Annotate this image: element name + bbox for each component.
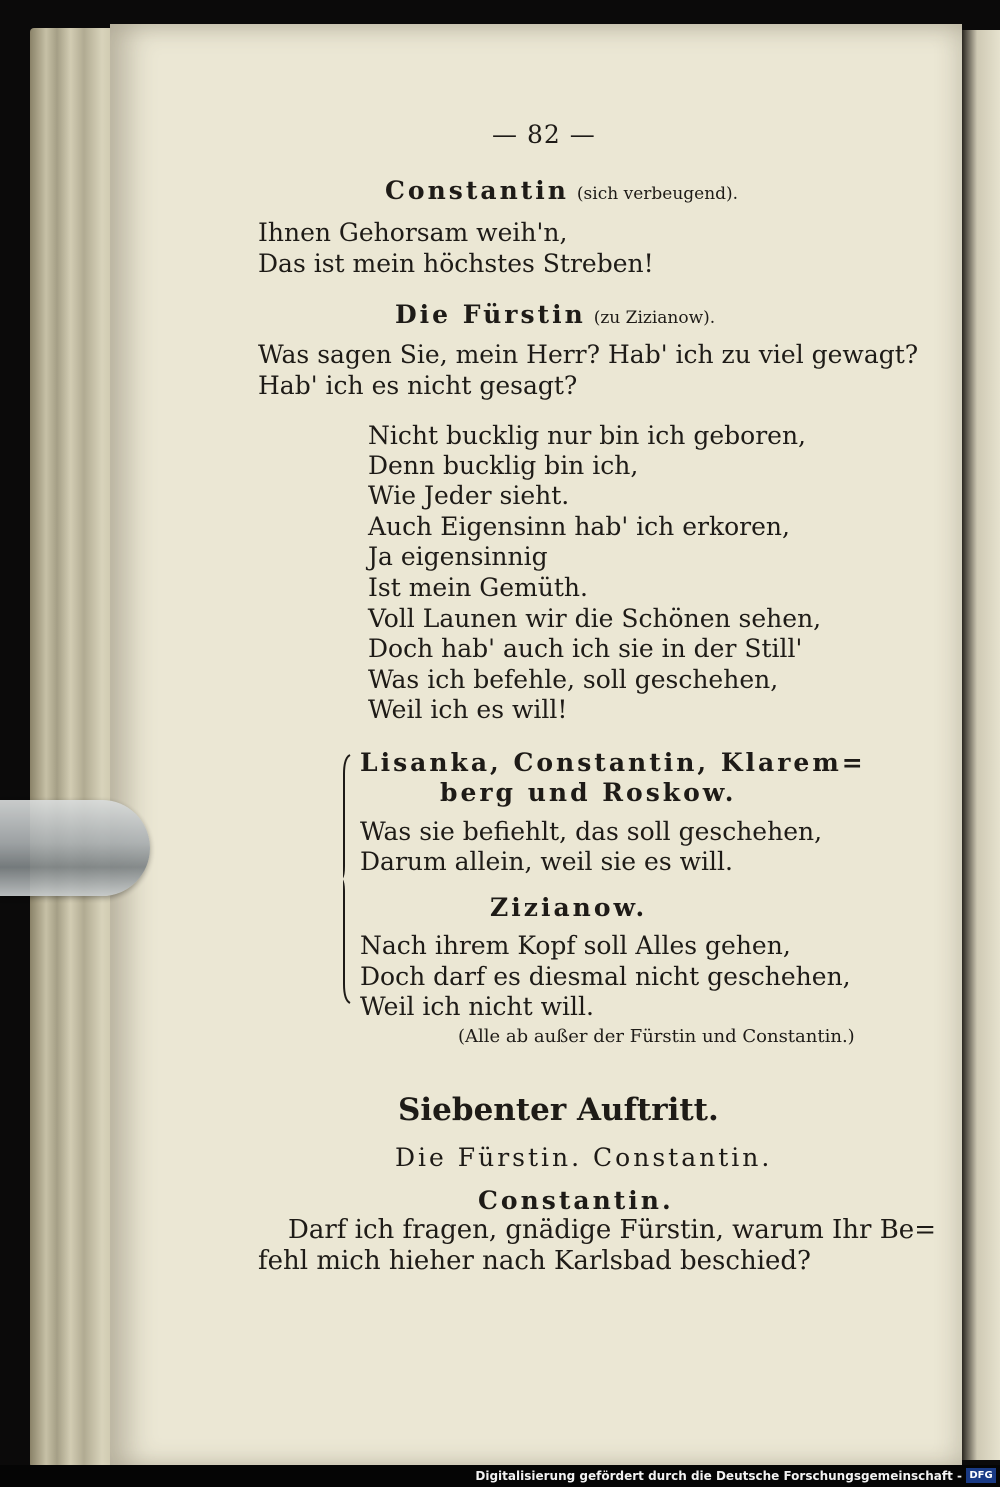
verse-line: Was sie befiehlt, das soll geschehen,	[360, 817, 823, 846]
verse-line: Nicht bucklig nur bin ich geboren,	[368, 421, 807, 450]
speaker-name: Lisanka, Constantin, Klarem=	[360, 748, 866, 777]
speaker-name: Constantin.	[478, 1186, 674, 1215]
stage-direction: (sich verbeugend).	[576, 184, 739, 204]
page-number: — 82 —	[492, 120, 596, 149]
verse-line: Das ist mein höchstes Streben!	[258, 249, 654, 278]
verse-line: Ja eigensinnig	[368, 542, 548, 571]
speaker-name: Zizianow.	[490, 893, 648, 922]
digitization-footer	[0, 1465, 1000, 1487]
speaker-name: Die Fürstin	[395, 300, 586, 329]
glass-page-weight	[0, 800, 150, 896]
verse-line: Auch Eigensinn hab' ich erkoren,	[368, 512, 790, 541]
stage-direction: (zu Zizianow).	[593, 308, 716, 328]
prose-line: Darf ich fragen, gnädige Fürstin, warum Ihr Be=	[288, 1215, 936, 1245]
dfg-logo: DFG	[966, 1468, 996, 1483]
speaker-heading	[395, 300, 715, 333]
scene-cast: Die Fürstin. Constantin.	[395, 1143, 773, 1172]
prose-line: Hab' ich es nicht gesagt?	[258, 371, 578, 400]
prose-line: Was sagen Sie, mein Herr? Hab' ich zu viel gewagt?	[258, 340, 919, 369]
verse-line: Ist mein Gemüth.	[368, 573, 588, 602]
verse-line: Doch darf es diesmal nicht geschehen,	[360, 962, 851, 991]
verse-line: Denn bucklig bin ich,	[368, 451, 639, 480]
verse-line: Weil ich es will!	[368, 695, 568, 724]
ensemble-brace	[343, 754, 351, 1004]
speaker-name: Constantin	[385, 176, 569, 205]
verse-line: Wie Jeder sieht.	[368, 481, 570, 510]
footer-text: Digitalisierung gefördert durch die Deutsche Forschungsgemeinschaft -	[475, 1469, 962, 1483]
verse-line: Doch hab' auch ich sie in der Still'	[368, 634, 803, 663]
speaker-heading	[385, 176, 738, 209]
prose-line: fehl mich hieher nach Karlsbad beschied?	[258, 1246, 811, 1276]
verse-line: Voll Launen wir die Schönen sehen,	[368, 604, 822, 633]
verse-line: Ihnen Gehorsam weih'n,	[258, 218, 568, 247]
verse-line: Was ich befehle, soll geschehen,	[368, 665, 779, 694]
verse-line: Nach ihrem Kopf soll Alles gehen,	[360, 931, 791, 960]
verse-line: Darum allein, weil sie es will.	[360, 847, 733, 876]
stage-direction: (Alle ab außer der Fürstin und Constantin.)	[458, 1026, 855, 1047]
scene-heading: Siebenter Auftritt.	[398, 1092, 719, 1128]
speaker-name: berg und Roskow.	[440, 778, 737, 807]
verse-line: Weil ich nicht will.	[360, 992, 594, 1021]
